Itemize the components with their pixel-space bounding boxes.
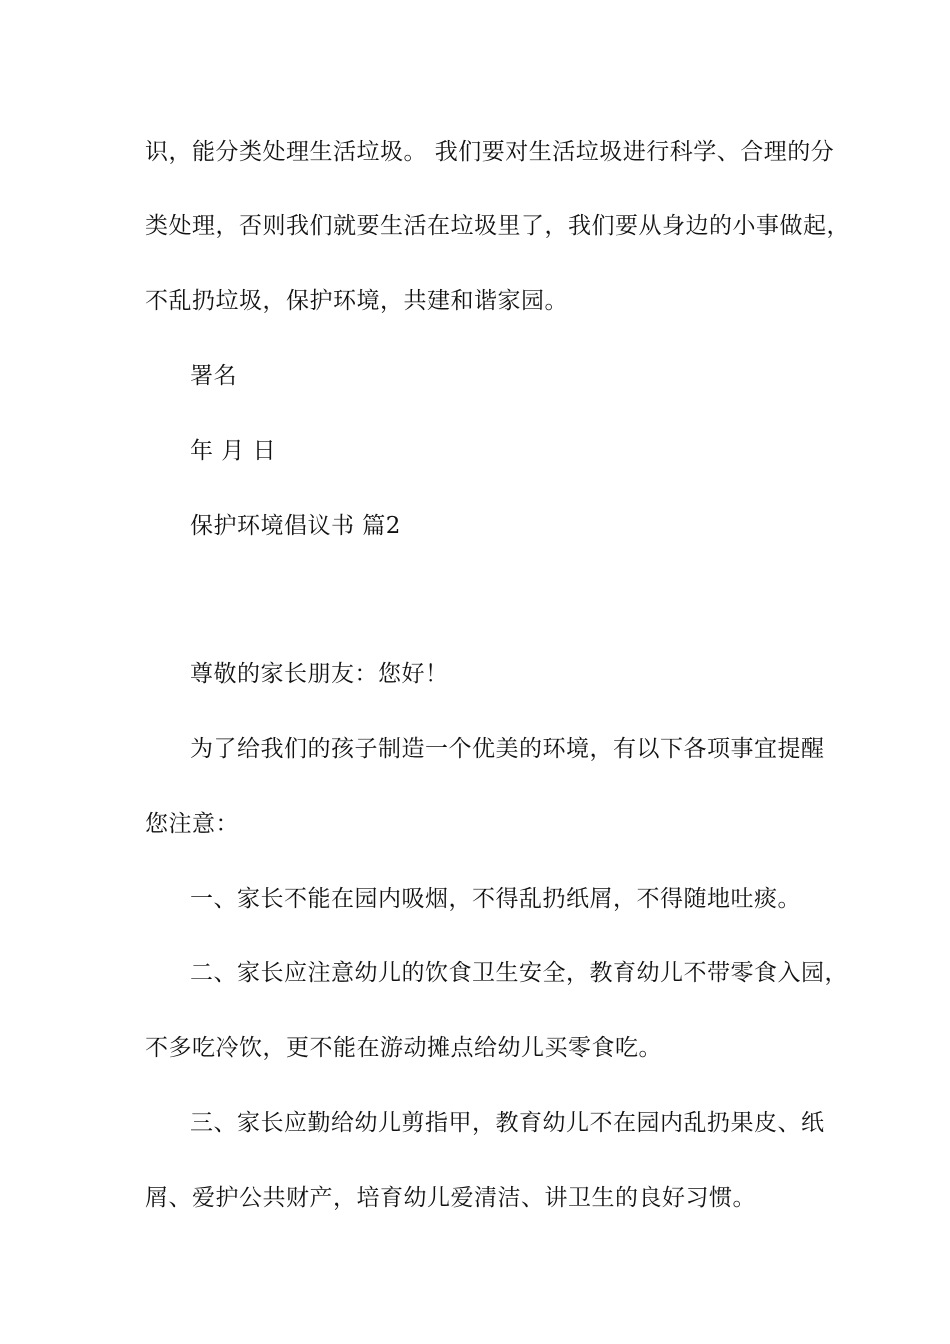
list-item: 一、家长不能在园内吸烟，不得乱扔纸屑，不得随地吐痰。: [190, 886, 801, 912]
paragraph-line: 不乱扔垃圾，保护环境，共建和谐家园。: [145, 288, 568, 314]
paragraph-line: 类处理，否则我们就要生活在垃圾里了，我们要从身边的小事做起，: [145, 213, 850, 239]
list-item-continuation: 屑、爱护公共财产，培育幼儿爱清洁、讲卫生的良好习惯。: [145, 1185, 756, 1211]
list-item: 三、家长应勤给幼儿剪指甲，教育幼儿不在园内乱扔果皮、纸: [190, 1110, 825, 1136]
salutation: 尊敬的家长朋友：您好！: [190, 661, 449, 687]
list-item: 二、家长应注意幼儿的饮食卫生安全，教育幼儿不带零食入园，: [190, 960, 848, 986]
paragraph-line: 您注意：: [145, 811, 239, 837]
date-placeholder: 年 月 日: [190, 438, 277, 464]
list-item-continuation: 不多吃冷饮，更不能在游动摊点给幼儿买零食吃。: [145, 1035, 662, 1061]
section-title: 保护环境倡议书 篇2: [190, 513, 401, 539]
paragraph-line: 为了给我们的孩子制造一个优美的环境，有以下各项事宜提醒: [190, 736, 825, 762]
signature-label: 署名: [190, 363, 237, 389]
paragraph-line: 识，能分类处理生活垃圾。 我们要对生活垃圾进行科学、合理的分: [145, 139, 835, 165]
